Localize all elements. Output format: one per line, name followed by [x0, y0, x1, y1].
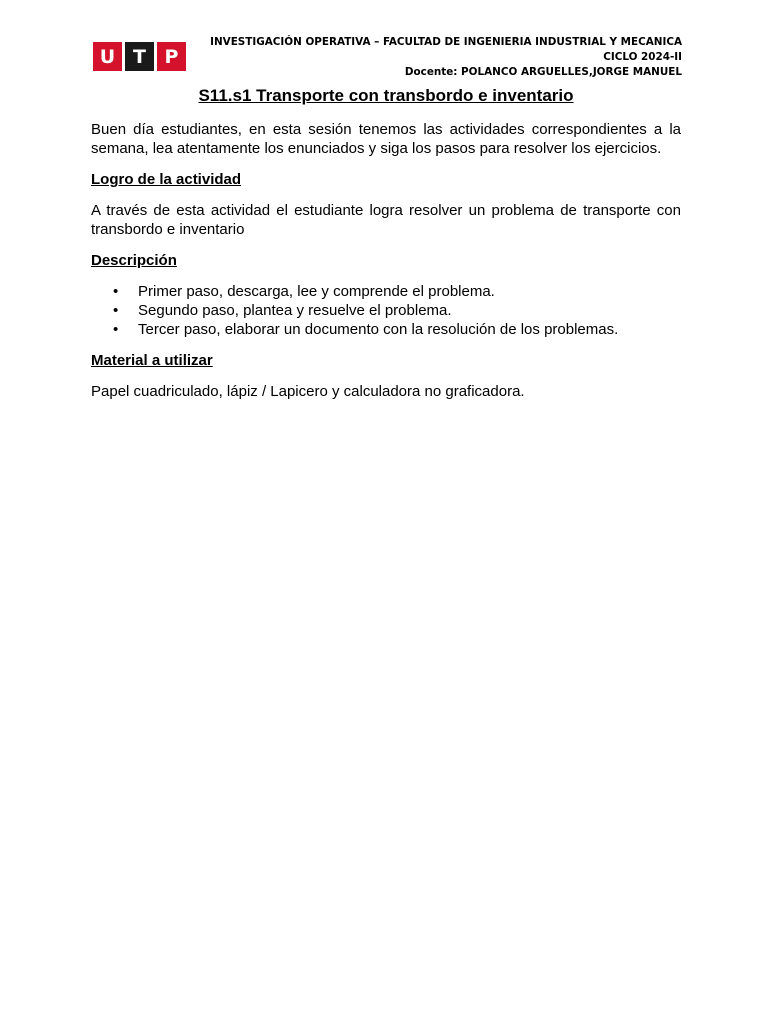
utp-logo — [93, 42, 186, 71]
document-body — [91, 85, 681, 413]
document-header — [210, 35, 682, 80]
description-heading: Descripción — [91, 252, 177, 269]
teacher-line: Docente: POLANCO ARGUELLES,JORGE MANUEL — [404, 66, 682, 78]
cycle-line: CICLO 2024-II — [603, 51, 682, 63]
logo-letter-u: U — [93, 42, 122, 71]
materials-paragraph: Papel cuadriculado, lápiz / Lapicero y calculadora no graficadora. — [91, 383, 525, 400]
achievement-paragraph: A través de esta actividad el estudiante logra resolver un problema de transporte con transbordo e inventario — [91, 202, 681, 238]
list-item-text: Primer paso, descarga, lee y comprende el problema. — [138, 283, 495, 300]
list-item-text: Tercer paso, elaborar un documento con la resolución de los problemas. — [138, 321, 619, 338]
list-item-text: Segundo paso, plantea y resuelve el problema. — [138, 302, 452, 319]
bullet-icon: • — [113, 283, 119, 300]
page-title: S11.s1 Transporte con transbordo e inventario — [198, 86, 574, 105]
materials-heading: Material a utilizar — [91, 352, 213, 369]
intro-paragraph: Buen día estudiantes, en esta sesión tenemos las actividades correspondientes a la semana, lea atentamente los enunciados y siga los pasos para resolver los ejercicios. — [91, 121, 681, 157]
bullet-icon: • — [113, 302, 119, 319]
achievement-heading: Logro de la actividad — [91, 171, 242, 188]
logo-letter-t: T — [125, 42, 154, 71]
bullet-icon: • — [113, 321, 119, 338]
description-list — [91, 282, 681, 339]
list-item — [91, 301, 681, 320]
course-line: INVESTIGACIÓN OPERATIVA – FACULTAD DE INGENIERIA INDUSTRIAL Y MECANICA — [210, 36, 682, 48]
logo-letter-p: P — [157, 42, 186, 71]
list-item — [91, 320, 681, 339]
list-item — [91, 282, 681, 301]
